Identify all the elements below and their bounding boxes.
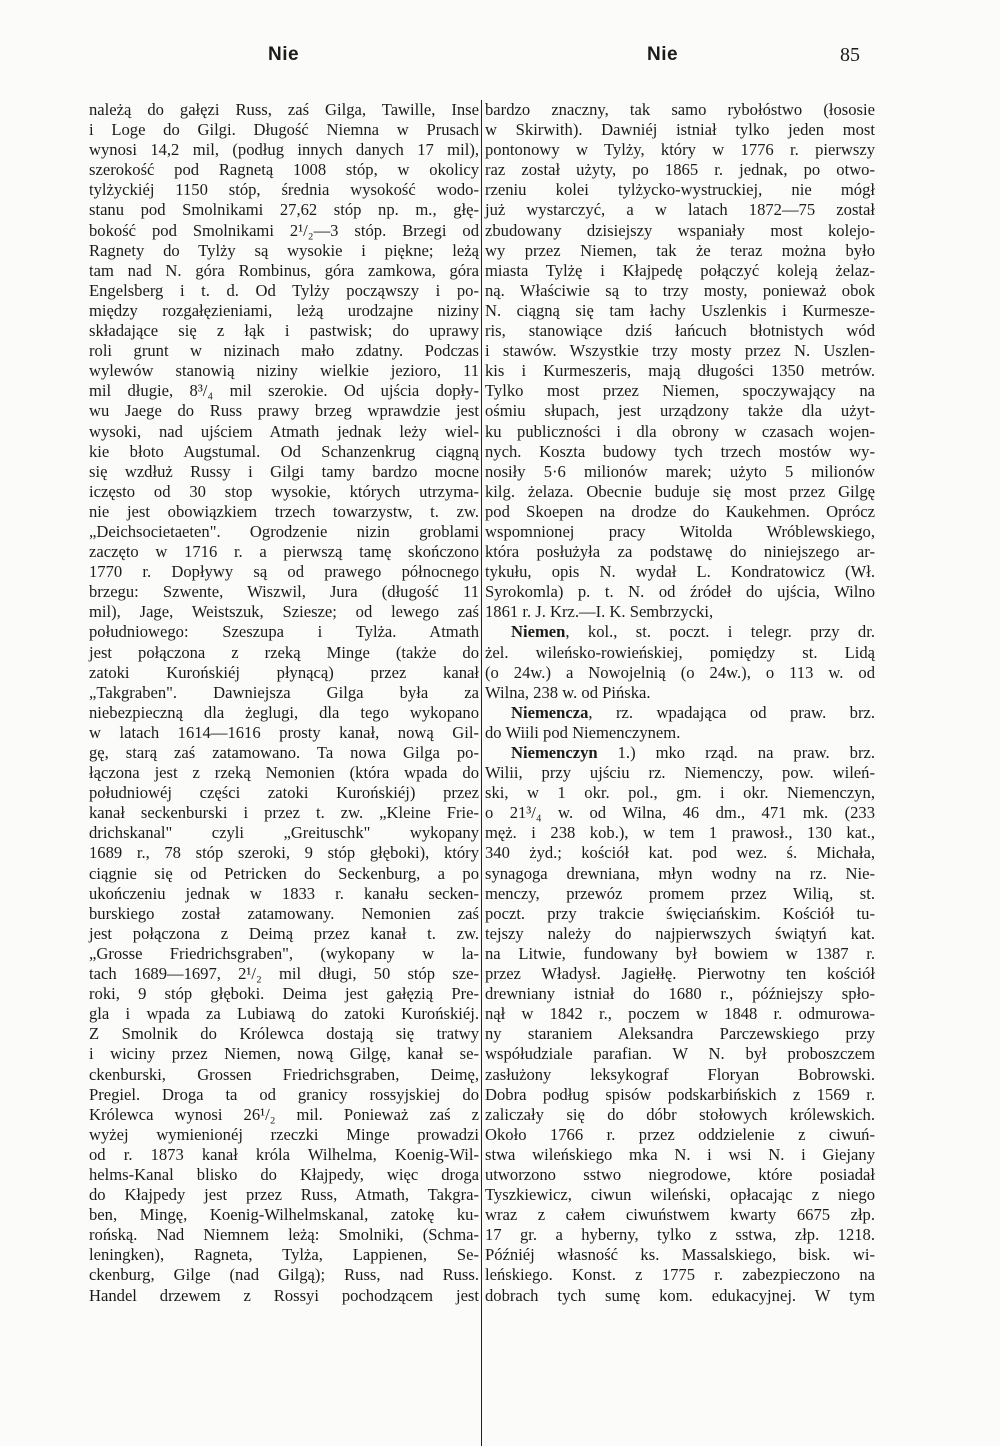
text-line: poczt. przy trakcie święciańskim. Kościół tu- — [485, 903, 875, 923]
text-line: raz został użyty, po 1865 r. jednak, po otwo- — [485, 160, 875, 180]
text-line: Engelsberg i t. d. Od Tylży począwszy i po- — [89, 280, 479, 300]
text-line: kanał seckenburski i przez t. zw. „Kleine Frie- — [89, 803, 479, 823]
text-line: wysoki, nad ujściem Atmath jednak leży wiel- — [89, 421, 479, 441]
text-line: Wilii, przy ujściu rz. Niemenczy, pow. wileń- — [485, 763, 875, 783]
text-line: i stawów. Wszystkie trzy mosty przez N. Uszlen- — [485, 341, 875, 361]
text-line: bokość pod Smolnikami 2¹/₂—3 stóp. Brzegi od — [89, 220, 479, 240]
text-line: gę, starą zaś zatamowano. Ta nowa Gilga po- — [89, 743, 479, 762]
text-line: w latach 1614—1616 prosty kanał, nową Gil- — [89, 722, 479, 742]
text-line: kilg. żelaza. Obecnie buduje się most przez Gilgę — [485, 481, 875, 501]
text-line: żel. wileńsko-rowieńskiej, pomiędzy st. Lidą — [485, 642, 875, 662]
text-line: wylewów stanowią niziny wielkie jezioro, 11 — [89, 361, 479, 381]
text-line: stwa wileńskiego mka N. i wsi N. i Giejany — [485, 1144, 875, 1164]
text-line: tykułu, opis N. wydał L. Kondratowicz (Wł. — [485, 562, 875, 582]
text-line: menczy, przewóz promem przez Wilią, st. — [485, 883, 875, 903]
text-line: 17 gr. a hyberny, tylko z sstwa, złp. 1218. — [485, 1225, 875, 1245]
text-line: stanu pod Smolnikami 27,62 stóp np. m., głę- — [89, 200, 479, 220]
text-line: mil długie, 8³/₄ mil szerokie. Od ujścia dopły- — [89, 381, 479, 401]
text-line: iczęsto od 30 stop wysokie, których utrzyma- — [89, 481, 479, 501]
text-line: Dobra podług spisów podskarbińskich z 1569 r. — [485, 1084, 875, 1104]
text-line: wspomnionej pracy Witolda Wróblewskiego, — [485, 521, 875, 541]
text-line: brzegu: Szwente, Wiszwil, Jura (długość 11 — [89, 582, 479, 602]
running-head-right: Nie — [647, 44, 679, 65]
text-line: Tylko most przez Niemen, spoczywający na — [485, 381, 875, 401]
text-line: ris, stanowiące dziś łańcuch błotnistych wód — [485, 321, 875, 341]
text-line: Niemen, kol., st. poczt. i telegr. przy dr. — [511, 622, 875, 642]
text-line: o 21³/₄ w. od Wilna, 46 dm., 471 mk. (233 — [485, 803, 875, 823]
text-line: ciągnie się od Petricken do Seckenburg, a po — [89, 863, 479, 883]
text-line: zbudowany dzisiejszy wspaniały most kolejo- — [485, 220, 875, 240]
text-line: składające się z łąk i pastwisk; do uprawy — [89, 321, 479, 341]
text-line: helms-Kanal blisko do Kłajpedy, więc droga — [89, 1164, 479, 1184]
text-line: ben, Mingę, Koenig-Wilhelmskanal, zatokę ku- — [89, 1205, 479, 1225]
text-line: od r. 1873 kanał króla Wilhelma, Koenig-Wil- — [89, 1144, 479, 1164]
text-line: Późniéj własność ks. Massalskiego, bisk. wi- — [485, 1245, 875, 1265]
text-line: nosiły 5·6 milionów marek; użyto 5 milionów — [485, 461, 875, 481]
text-line: jest połączona z Deimą przez kanał t. zw. — [89, 923, 479, 943]
text-line: Tyszkiewicz, ciwun wileński, opłacając z niego — [485, 1185, 875, 1205]
text-line: należą do gałęzi Russ, zaś Gilga, Tawille, Inse — [89, 100, 479, 119]
text-line: do Wiili pod Niemenczynem. — [485, 722, 681, 742]
text-line: „Deichsocietaeten". Ogrodzenie nizin groblami — [89, 521, 479, 541]
text-line: Ragnety do Tylży są wysokie i piękne; leżą — [89, 240, 479, 260]
text-line: wy przez Niemen, tak że teraz można było — [485, 240, 875, 260]
text-line: drewniany istniał do 1680 r., późniejszy spło- — [485, 984, 875, 1004]
text-line: nął w 1842 r., poczem w 1848 r. odmurowa- — [485, 1004, 875, 1024]
text-line: leńskiego. Konst. z 1775 r. zabezpieczono na — [485, 1265, 875, 1285]
text-line: rzeniu kolei tylżycko-wystruckiej, nie mógł — [485, 180, 875, 200]
text-line: nych. Koszta budowy tych trzech mostów wy- — [485, 441, 875, 461]
text-line: i wiciny przez Niemen, nową Gilgę, kanał se- — [89, 1044, 479, 1064]
running-head-left: Nie — [268, 44, 300, 65]
text-line: ckenburski, Grossen Friedrichsgraben, Deimę, — [89, 1064, 479, 1084]
text-line: zaczęto w 1716 r. a pierwszą tamę skończono — [89, 542, 479, 562]
text-line: (o 24w.) a Nowojelnią (o 24w.), o 113 w. od — [485, 662, 875, 682]
text-line: roki, 9 stóp głęboki. Deima jest gałęzią Pre- — [89, 984, 479, 1004]
text-line: współudziale parafian. W N. był proboszczem — [485, 1044, 875, 1064]
text-line: synagoga drewniana, młyn wodny na rz. Nie- — [485, 863, 875, 883]
right-column — [485, 100, 875, 1306]
text-line: ośmiu słupach, jest urządzony także dla użyt- — [485, 401, 875, 421]
text-line: Syrokomla) p. t. N. od źródeł do ujścia, Wilno — [485, 582, 875, 602]
text-line: ny staraniem Aleksandra Parczewskiego przy — [485, 1024, 875, 1044]
text-line: jest połączona z rzeką Minge (także do — [89, 642, 479, 662]
text-line: męż. i 238 kob.), w tem 1 prawosł., 130 kat., — [485, 823, 875, 843]
text-line: szerokość pod Ragnetą 1008 stóp, w okolicy — [89, 160, 479, 180]
text-line: Niemenczyn 1.) mko rząd. na praw. brz. — [511, 743, 875, 762]
entry-headword: Niemen — [511, 622, 566, 642]
text-line: Królewca wynosi 26¹/₂ mil. Ponieważ zaś z — [89, 1104, 479, 1124]
text-line: ną. Właściwie są to trzy mosty, ponieważ obok — [485, 280, 875, 300]
text-line: burskiego został zatamowany. Nemonien zaś — [89, 903, 479, 923]
text-line: utworzono sstwo niegrodowe, które posiadał — [485, 1164, 875, 1184]
left-column — [89, 100, 479, 1306]
entry-headword: Niemenczyn — [511, 743, 598, 762]
text-line: kis i Kurmeszeris, mają długości 1350 metrów. — [485, 361, 875, 381]
text-line: tylżyckiéj 1150 stóp, średnia wysokość wodo- — [89, 180, 479, 200]
text-line: tam nad N. góra Rombinus, góra zamkowa, góra — [89, 260, 479, 280]
text-line: 1770 r. Dopływy są od prawego północnego — [89, 562, 479, 582]
column-divider — [481, 100, 482, 1446]
text-line: N. ciągną się tam łachy Uszlenkis i Kurmesze- — [485, 300, 875, 320]
text-line: pod Skoepen na drodze do Kaukehmen. Oprócz — [485, 501, 875, 521]
text-line: zatoki Kurońskiéj płynącą) przez kanał — [89, 662, 479, 682]
text-line: ukończeniu jednak w 1833 r. kanału secken- — [89, 883, 479, 903]
text-line: Pregiel. Droga ta od granicy rossyjskiej do — [89, 1084, 479, 1104]
text-line: niebezpieczną dla żeglugi, dla tego wykopano — [89, 702, 479, 722]
text-line: zaliczały się do dóbr stołowych królewskich. — [485, 1104, 875, 1124]
text-line: wu Jaege do Russ prawy brzeg wprawdzie jest — [89, 401, 479, 421]
text-line: „Grosse Friedrichsgraben", (wykopany w la- — [89, 943, 479, 963]
entry-headword: Niemencza — [511, 702, 589, 722]
text-line: pontonowy w Tylży, który w 1776 r. pierwszy — [485, 140, 875, 160]
text-line: południowéj części zatoki Kurońskiéj) przez — [89, 783, 479, 803]
text-line: się wzdłuż Russy i Gilgi tamy bardzo mocne — [89, 461, 479, 481]
text-line: łączona jest z rzeką Nemonien (która wpada do — [89, 763, 479, 783]
text-line: miasta Tylżę i Kłajpedę połączyć koleją żelaz- — [485, 260, 875, 280]
text-line: 1861 r. J. Krz.—I. K. Sembrzycki, — [485, 602, 714, 622]
text-line: tejszy należy do najpierwszych świątyń kat. — [485, 923, 875, 943]
text-line: wraz z całem ciwuństwem kwarty 6675 złp. — [485, 1205, 875, 1225]
text-line: między rozgałęzieniami, leżą urodzajne niziny — [89, 300, 479, 320]
text-line: rońską. Nad Niemnem leżą: Smolniki, (Schma- — [89, 1225, 479, 1245]
text-line: w Skirwith). Dawniéj istniał tylko jeden most — [485, 120, 875, 140]
text-line: dobrach tych sumę kom. edukacyjnej. W tym — [485, 1285, 875, 1305]
text-line: leningken), Ragneta, Tylża, Lappienen, Se- — [89, 1245, 479, 1265]
text-line: ski, w 1 okr. pol., gm. i okr. Niemenczyn, — [485, 783, 875, 803]
text-line: 340 żyd.; kościół kat. pod wez. ś. Michała, — [485, 843, 875, 863]
text-line: Handel drzewem z Rossyi pochodzącem jest — [89, 1285, 479, 1305]
text-line: kie błoto Augstumal. Od Schanzenkrug ciągną — [89, 441, 479, 461]
text-line: która posłużyła za podstawę do niniejszego ar- — [485, 542, 875, 562]
text-line: przez Władysł. Jagiełłę. Pierwotny ten kościół — [485, 964, 875, 984]
text-line: ckenburg, Gilge (nad Gilgą); Russ, nad Russ. — [89, 1265, 479, 1285]
text-line: gla i wpada za Lubiawą do zatoki Kurońskiéj. — [89, 1004, 479, 1024]
text-line: Niemencza, rz. wpadająca od praw. brz. — [511, 702, 875, 722]
text-line: wynosi 14,2 mil, (podług innych danych 17 mil), — [89, 140, 479, 160]
text-line: Około 1766 r. przez oddzielenie z ciwuń- — [485, 1124, 875, 1144]
text-line: tach 1689—1697, 2¹/₂ mil długi, 50 stóp sze- — [89, 964, 479, 984]
text-line: roli grunt w nizinach mało zdatny. Podczas — [89, 341, 479, 361]
text-line: ku publiczności i dla obrony w czasach wojen- — [485, 421, 875, 441]
page-number: 85 — [840, 44, 860, 66]
text-line: „Takgraben". Dawniejsza Gilga była za — [89, 682, 479, 702]
text-line: i Loge do Gilgi. Długość Niemna w Prusach — [89, 120, 479, 140]
text-line: drichskanal" czyli „Greituschk" wykopany — [89, 823, 479, 843]
text-line: na Litwie, fundowany był bowiem w 1387 r. — [485, 943, 875, 963]
text-line: mil), Jage, Weistszuk, Sziesze; od lewego zaś — [89, 602, 479, 622]
text-line: bardzo znaczny, tak samo rybołóstwo (łososie — [485, 100, 875, 119]
text-line: 1689 r., 78 stóp szeroki, 9 stóp głęboki), który — [89, 843, 479, 863]
text-line: Wilna, 238 w. od Pińska. — [485, 682, 651, 702]
text-line: Z Smolnik do Królewca dostają się tratwy — [89, 1024, 479, 1044]
text-line: nie jest obowiązkiem trzech towarzystw, t. zw. — [89, 501, 479, 521]
text-line: zasłużony leksykograf Floryan Bobrowski. — [485, 1064, 875, 1084]
text-line: do Kłajpedy jest przez Russ, Atmath, Takgra- — [89, 1185, 479, 1205]
text-line: już wystarczyć, a w latach 1872—75 został — [485, 200, 875, 220]
text-line: wyżej wymienionéj rzeczki Minge prowadzi — [89, 1124, 479, 1144]
text-line: południowego: Szeszupa i Tylża. Atmath — [89, 622, 479, 642]
